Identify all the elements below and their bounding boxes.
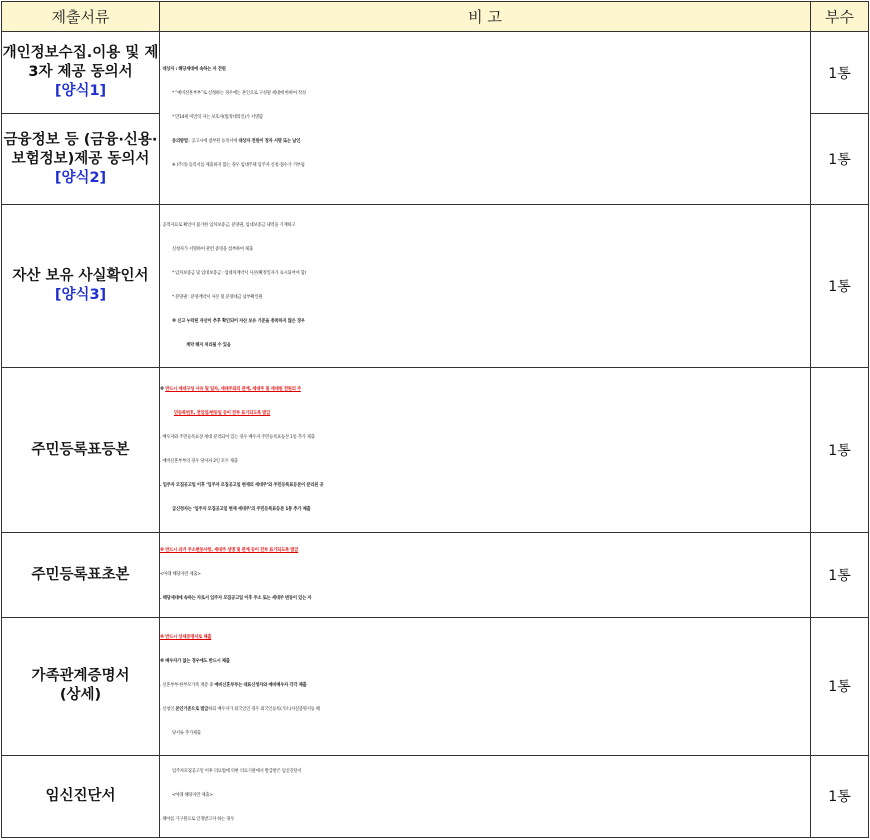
count-consent-finance: 1통	[811, 114, 869, 204]
remark-line: 급신청자는 ‘입주자 모집공고일 현재 세대주’의 주민등록표등본 1통 추가 제출	[172, 507, 311, 513]
remark-line: <아래 해당자만 제출>	[172, 793, 213, 799]
remarks-resident-abstract	[160, 533, 811, 617]
remark-line: <아래 해당자만 제출>	[160, 572, 201, 578]
row-family	[2, 617, 869, 755]
count-asset: 1통	[811, 204, 869, 367]
remark-line: * “예비신혼부부”로 신청하는 경우에는 혼인으로 구성될 세대에 한하여 작성	[172, 90, 306, 96]
remark-line: 동의방법 : 공고시에 첨부된 동의서에 대상자 전원이 정자 서명 또는 날인	[172, 138, 301, 144]
doc-pregnancy: 임신진단서	[2, 755, 160, 837]
remark-line: . 대상자 : 해당세대에 속하는 자 전원	[160, 66, 226, 72]
header-count: 부수	[811, 2, 869, 32]
doc-resident-abstract: 주민등록표초본	[2, 533, 160, 617]
remarks-pregnancy	[160, 755, 811, 837]
doc-name: 자산 보유 사실확인서	[12, 267, 149, 284]
doc-name: 금융정보 등 (금융·신용·보험정보)제공 동의서	[3, 131, 158, 167]
remark-line: ※ 반드시 과거 주소변동사항, 세대주 성명 및 관계 등이 전부 표기되도록 발급	[160, 548, 299, 554]
row-asset	[2, 204, 869, 367]
remarks-asset	[160, 204, 811, 367]
form-label: [양식3]	[54, 286, 107, 303]
count-family: 1통	[811, 617, 869, 755]
remark-line: . 예비신혼부부의 경우 당사자 2인 모두 제출	[160, 459, 238, 465]
doc-subtitle: (상세)	[59, 687, 102, 704]
header-remarks: 비 고	[160, 2, 811, 32]
remark-line: ※ (주의) 동의서를 제출하지 않는 경우 임대주택 입주자 신청·접수가 거부됨	[172, 162, 305, 168]
remark-line: . 배우자와 주민등록표상 세대 분리되어 있는 경우 배우자 주민등록표등본 1통 추가 제출	[160, 435, 315, 441]
count-resident-full: 1통	[811, 367, 869, 533]
remark-line: ※ 반드시 상세증명서로 제출	[160, 635, 212, 641]
form-label: [양식1]	[54, 83, 107, 100]
count-consent-personal: 1통	[811, 32, 869, 114]
remarks-consent	[160, 32, 811, 205]
remark-line: ※ 반드시 세대구성 사유 및 일자, 세대주와의 관계, 세대주 및 세대원 전원의 주	[160, 387, 301, 393]
remarks-resident-full	[160, 367, 811, 533]
row-resident-full	[2, 367, 869, 533]
header-row	[2, 2, 869, 32]
remark-line: . 신혼부부·한부모가족 계층 중 예비신혼부부는 대표신청자와 예비배우자 각각 제출	[160, 683, 307, 689]
remark-line: 신청자가 서명하여 관련 증빙을 첨부하여 제출	[172, 246, 253, 252]
row-pregnancy	[2, 755, 869, 837]
row-consent-personal	[2, 32, 869, 114]
remark-line: * 분양권 : 분양계약서 사본 및 분양대금 납부확인원	[172, 294, 263, 300]
doc-consent-personal	[2, 32, 160, 114]
doc-name: 개인정보수집.이용 및 제3자 제공 동의서	[2, 45, 159, 81]
form-label: [양식2]	[54, 169, 107, 186]
remark-line: ※ 신고 누락된 자산이 추후 확인되어 자산 보유 기준을 충족하지 않은 경우	[172, 318, 305, 324]
remark-line: . 해당세대에 속하는 자로서 입주자 모집공고일 이후 주소 또는 세대주 변동이 있는 자	[160, 596, 312, 602]
remark-line: 입주자모집공고일 이후 의료법에 의한 의료기관에서 발급받은 임신진단서	[172, 769, 302, 775]
count-pregnancy: 1통	[811, 755, 869, 837]
count-resident-abstract: 1통	[811, 533, 869, 617]
doc-consent-finance	[2, 114, 160, 204]
remark-line: 민등록번호, 전입일/변동일 등이 전부 표기되도록 발급	[174, 411, 271, 417]
remark-line: 당서류 추가제출	[172, 731, 201, 737]
remark-line: . 태아를 가구원으로 인정받고자 하는 경우	[160, 817, 235, 823]
remark-line: * 만14세 미만의 자는 보호자(법정대리인)가 서명함	[172, 114, 263, 120]
document-table	[1, 1, 869, 838]
doc-family	[2, 617, 160, 755]
remark-line: * 임차보증금 및 임대보증금 : 임대차계약서 사본(확정일자가 표시되어야 함)	[172, 270, 306, 276]
remark-line: ※ 배우자가 없는 경우에도 반드시 제출	[160, 659, 230, 665]
doc-name: 가족관계증명서	[31, 668, 130, 685]
row-resident-abstract	[2, 533, 869, 617]
remark-line: . 공적자료로 확인이 불가한 임차보증금, 분양권, 임대보증금 내역을 기재하고	[160, 222, 296, 228]
remarks-family	[160, 617, 811, 755]
remark-line: . 신청인 본인기준으로 발급하되 배우자가 외국인인 경우 외국인등록(거소)사실증명서등 해	[160, 707, 320, 713]
remark-line: 계약 해지 처리될 수 있음	[186, 342, 231, 348]
doc-resident-full: 주민등록표등본	[2, 367, 160, 533]
remark-line: . 입주자 모집공고일 이후 ‘입주자 모집공고일 현재의 세대주’와 주민등록표등본이 분리된 공	[160, 483, 324, 489]
header-doc: 제출서류	[2, 2, 160, 32]
doc-asset	[2, 204, 160, 367]
